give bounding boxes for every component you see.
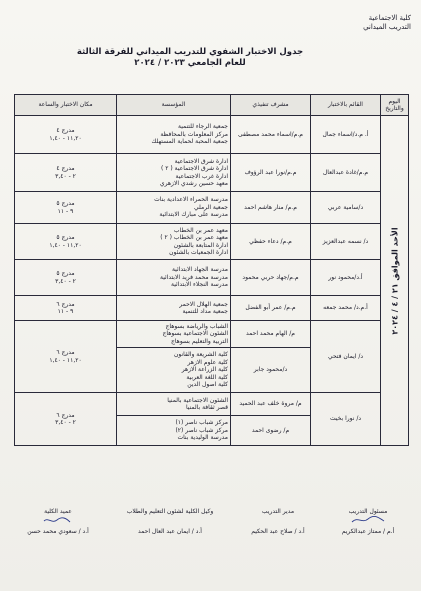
handwritten-signature-icon bbox=[350, 515, 386, 525]
org-cell bbox=[117, 260, 231, 296]
faculty-header bbox=[331, 14, 411, 32]
org-cell bbox=[117, 321, 231, 348]
place-line: ١١,٢٠ - ١,٤٠ bbox=[49, 241, 82, 249]
signature-name: أ.د / سعودي محمد حسن bbox=[27, 528, 89, 535]
exam-schedule-table bbox=[14, 94, 409, 446]
place-line: مدرج ٦ bbox=[56, 411, 75, 419]
examiner-cell: د/ نسمه عبدالعزيز bbox=[311, 224, 381, 260]
org-item: مركز المعلومات بالمحافظة bbox=[160, 130, 228, 138]
table-row bbox=[15, 260, 409, 296]
signature-title: مسئول التدريب bbox=[348, 508, 388, 515]
signature-title: عميد الكلية bbox=[44, 508, 72, 515]
org-cell bbox=[117, 154, 231, 192]
signature-name: أ.د / ايمان عبد العال احمد bbox=[138, 528, 202, 535]
place-line: ٢ - ٣,٤٠ bbox=[55, 419, 76, 426]
org-item: كلية اصول الدين bbox=[187, 381, 228, 389]
org-cell bbox=[117, 416, 231, 446]
examiner-cell: أ.د/محمود نور bbox=[311, 260, 381, 296]
place-line: ١١,٢٠ - ١,٤٠ bbox=[49, 356, 82, 364]
supervisor-cell: م/ رضوى احمد bbox=[231, 416, 311, 446]
org-item: الشئون الاجتماعية بالمنيا bbox=[167, 396, 228, 404]
place-cell bbox=[15, 321, 117, 393]
place-line: ٢ - ٣,٤٠ bbox=[55, 172, 76, 180]
org-item: كلية الزراعة الازهر bbox=[181, 366, 228, 374]
supervisor-cell: م.م/ دعاء حفظي bbox=[231, 224, 311, 260]
place-line: ٢ - ٣,٤٠ bbox=[55, 277, 76, 285]
place-line: ٩ - ١١ bbox=[57, 207, 74, 215]
place-cell bbox=[15, 296, 117, 321]
signature-training-director bbox=[238, 508, 318, 536]
supervisor-cell: م.م/جهاد حربي محمود bbox=[231, 260, 311, 296]
department-name: التدريب الميداني bbox=[363, 23, 411, 31]
table-header-row bbox=[15, 95, 409, 116]
title-line-2: للعام الجامعي ٢٠٢٣ / ٢٠٢٤ bbox=[134, 58, 246, 68]
supervisor-cell: م.م/اسماء محمد مصطفى bbox=[231, 116, 311, 154]
org-item: مدرسة على مبارك الابتدائية bbox=[159, 211, 228, 219]
org-item: مركز شباب ناصر (١) bbox=[175, 419, 228, 427]
document-title bbox=[40, 47, 340, 69]
place-cell bbox=[15, 393, 117, 446]
org-item: مدرسة محمد فريد الابتدائية bbox=[159, 273, 228, 281]
handwritten-signature-icon bbox=[42, 515, 72, 525]
place-line: ١١,٢٠ - ١,٤٠ bbox=[49, 134, 82, 142]
org-item: جمعية مداد للتنمية bbox=[182, 308, 228, 315]
header-date: اليوم والتاريخ bbox=[381, 95, 409, 116]
org-item: ادارة المتابعة بالشئون bbox=[173, 241, 228, 249]
org-item: مركز شباب ناصر (٢) bbox=[175, 426, 228, 434]
place-line: مدرج ٥ bbox=[56, 200, 75, 208]
faculty-name: كلية الاجتماعية bbox=[368, 14, 411, 22]
supervisor-cell: د/محمود جابر bbox=[231, 348, 311, 393]
org-item: ادارة الجمعيات بالشئون bbox=[169, 248, 228, 256]
table-body bbox=[15, 116, 409, 446]
org-item: معهد عمر بن الخطاب ( ٢ ) bbox=[160, 234, 228, 242]
org-item: ادارة شرق الاجتماعية ( ٢ ) bbox=[160, 165, 228, 173]
place-cell bbox=[15, 260, 117, 296]
org-item: كلية الشريعة والقانون bbox=[173, 351, 228, 359]
signature-title: مدير التدريب bbox=[261, 508, 295, 515]
supervisor-cell: م.م/ عمر أبو الفضل bbox=[231, 296, 311, 321]
org-cell bbox=[117, 116, 231, 154]
supervisor-cell: م/ مروة خلف عبد الحميد bbox=[231, 393, 311, 416]
org-cell bbox=[117, 224, 231, 260]
place-cell bbox=[15, 224, 117, 260]
header-org: المؤسسة bbox=[117, 95, 231, 116]
supervisor-cell: م.م/نورا عبد الرؤوف bbox=[231, 154, 311, 192]
date-cell bbox=[381, 116, 409, 446]
table-row bbox=[15, 296, 409, 321]
org-item: قصر ثقافة بالمنيا bbox=[185, 404, 228, 411]
org-item: الشباب والرياضة بسوهاج bbox=[165, 322, 228, 330]
org-cell bbox=[117, 192, 231, 224]
signature-dean bbox=[14, 508, 102, 536]
org-item: جمعية الرجاء للتنمية bbox=[177, 123, 228, 131]
examiner-cell: د/ ايمان فتحي bbox=[311, 321, 381, 393]
table-row bbox=[15, 393, 409, 416]
signature-name: أ.د / صلاح عبد الحكيم bbox=[251, 528, 305, 535]
org-item: مدرسة الجهاد الابتدائية bbox=[171, 266, 228, 274]
org-item: معهد حسين رشدي الازهري bbox=[159, 179, 228, 187]
date-value: الأحد الموافق ٢١ / ٤ / ٢٠٢٤ bbox=[389, 226, 399, 335]
place-line: مدرج ٤ bbox=[56, 165, 75, 173]
table-row bbox=[15, 116, 409, 154]
supervisor-cell: م.م/ منار هاشم احمد bbox=[231, 192, 311, 224]
title-line-1: جدول الاختبار الشفوي للتدريب الميداني للفرقة الثالثة bbox=[76, 47, 304, 57]
place-line: مدرج ٥ bbox=[56, 234, 75, 242]
examiner-cell: أ.م.د/ محمد جمعه bbox=[311, 296, 381, 321]
table-row bbox=[15, 154, 409, 192]
header-place: مكان الاختبار والساعة bbox=[15, 95, 117, 116]
examiner-cell: د/سامية عربي bbox=[311, 192, 381, 224]
signature-training-officer bbox=[328, 508, 408, 536]
org-item: مدرسة الوليدية بنات bbox=[177, 434, 228, 442]
org-item: جمعية الهلال الاحمر bbox=[179, 300, 228, 308]
org-item: جمعية المحبة لحماية المستهلك bbox=[151, 138, 228, 146]
place-line: مدرج ٦ bbox=[56, 300, 75, 308]
signature-vice-dean bbox=[110, 508, 230, 536]
org-item: الشئون الاجتماعية بسوهاج bbox=[162, 330, 228, 338]
org-item: كلية اللغة العربية bbox=[186, 373, 228, 381]
place-line: مدرج ٤ bbox=[56, 127, 75, 135]
header-supervisor: مشرف تنفيذي bbox=[231, 95, 311, 116]
place-cell bbox=[15, 154, 117, 192]
place-line: مدرج ٦ bbox=[56, 349, 75, 357]
org-cell bbox=[117, 348, 231, 393]
signature-title: وكيل الكلية لشئون التعليم والطلاب bbox=[126, 508, 214, 515]
signature-name: أ.م / ممتاز عبدالكريم bbox=[341, 528, 395, 535]
org-item: كلية علوم الازهر bbox=[187, 358, 228, 366]
header-examiner: القائم بالاختبار bbox=[311, 95, 381, 116]
table-row bbox=[15, 321, 409, 348]
place-cell bbox=[15, 192, 117, 224]
org-cell bbox=[117, 393, 231, 416]
table-row bbox=[15, 192, 409, 224]
org-item: مدرسة الحمراء الاعدادية بنات bbox=[154, 196, 228, 204]
org-cell bbox=[117, 296, 231, 321]
examiner-cell: م.م/غادة عبدالعال bbox=[311, 154, 381, 192]
org-item: جمعية الرملي bbox=[193, 203, 228, 211]
examiner-cell: أ. م.د/اسماء جمال bbox=[311, 116, 381, 154]
org-item: التربية والتعليم بسوهاج bbox=[170, 337, 228, 345]
place-line: مدرج ٥ bbox=[56, 270, 75, 278]
examiner-cell: د/ نورا بخيت bbox=[311, 393, 381, 446]
supervisor-cell: م/ الهام محمد احمد bbox=[231, 321, 311, 348]
place-line: ٩ - ١١ bbox=[57, 308, 74, 315]
place-cell bbox=[15, 116, 117, 154]
org-item: ادارة شرق الاجتماعية bbox=[174, 157, 228, 165]
org-item: مدرسة النجلاء الابتدائية bbox=[171, 281, 228, 289]
org-item: معهد عمر بن الخطاب bbox=[173, 226, 228, 234]
table-row bbox=[15, 224, 409, 260]
org-item: ادارة غرب الاجتماعية bbox=[175, 172, 228, 180]
